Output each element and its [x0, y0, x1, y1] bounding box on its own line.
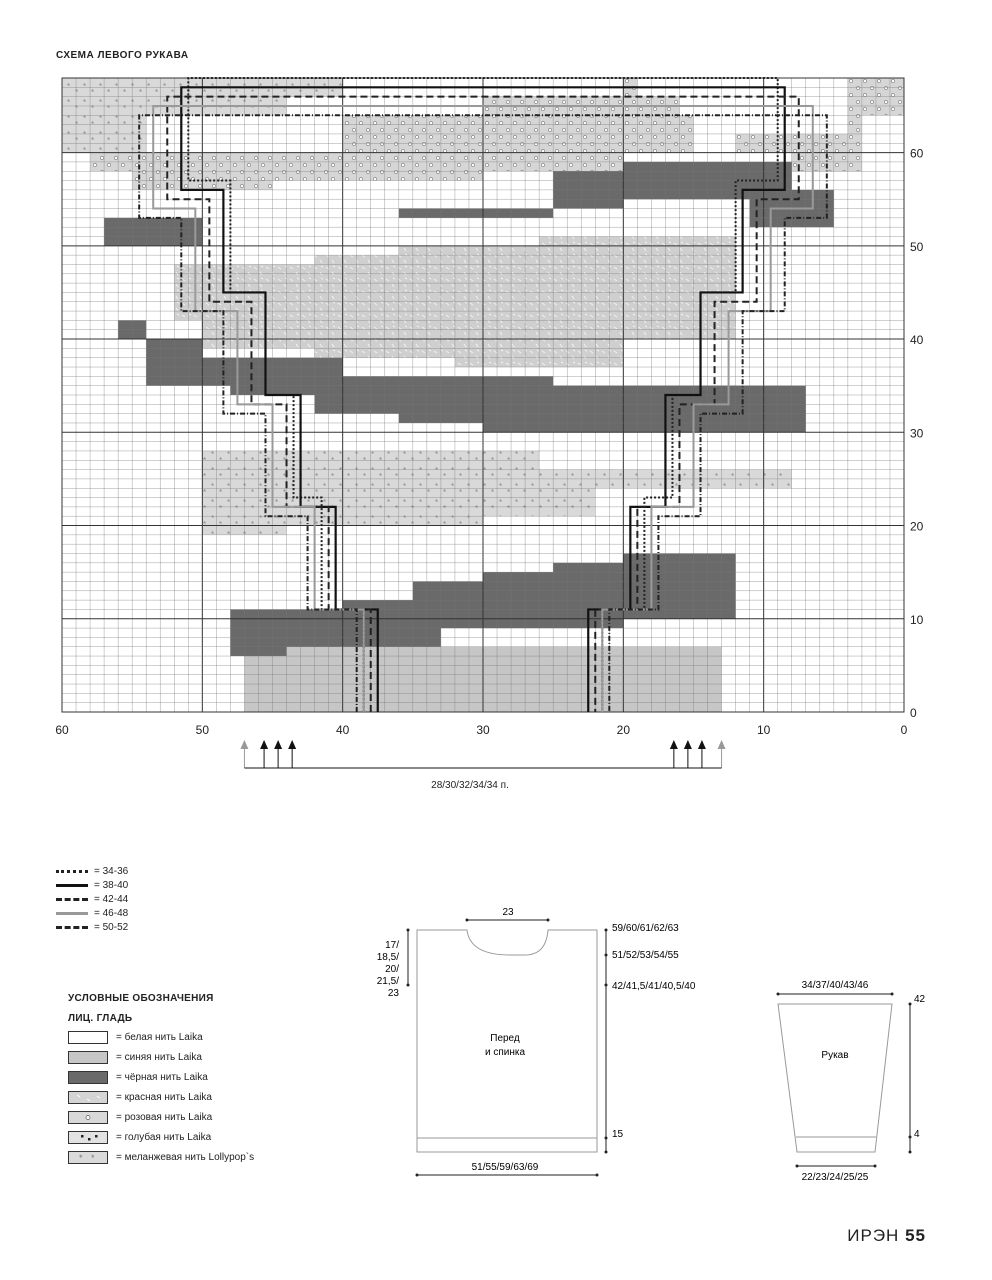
stitch-arrow: [288, 740, 296, 749]
x-tick-label: 60: [55, 723, 69, 737]
body-label-1: Перед: [490, 1033, 520, 1044]
sleeve-top-width: 34/37/40/43/46: [801, 980, 869, 991]
armhole: 51/52/53/54/55: [612, 950, 679, 961]
chart-title: СХЕМА ЛЕВОГО РУКАВА: [56, 50, 189, 61]
y-tick-label: 20: [910, 519, 924, 534]
symbol-swatch: [68, 1131, 108, 1144]
symbol-legend-item: [68, 1130, 211, 1144]
sleeve-schematic: [760, 970, 960, 1180]
y-tick-label: 60: [910, 146, 924, 161]
svg-text:*: *: [91, 1152, 95, 1163]
symbol-swatch: [68, 1151, 108, 1164]
page-number: 55: [905, 1226, 926, 1245]
size-legend-item: [56, 892, 128, 906]
size-legend-label: = 50-52: [94, 921, 129, 933]
symbol-legend-item: [68, 1150, 254, 1164]
y-tick-label: 30: [910, 426, 924, 441]
size-line-swatch: [56, 926, 88, 929]
symbol-swatch: [68, 1111, 108, 1124]
body-width: 51/55/59/63/69: [471, 1162, 539, 1173]
rib-height: 15: [612, 1129, 624, 1140]
size-legend-item: [56, 906, 128, 920]
size-legend-label: = 34-36: [94, 865, 129, 877]
symbol-label: = чёрная нить Laika: [116, 1071, 208, 1083]
sleeve-label: Рукав: [821, 1050, 849, 1061]
symbol-legend-item: [68, 1110, 212, 1124]
sleeve-bottom-width: 22/23/24/25/25: [801, 1172, 869, 1180]
sleeve-cuff: 4: [914, 1129, 920, 1140]
body-schematic: [350, 900, 730, 1190]
depth-4: 21,5/: [376, 976, 399, 987]
symbol-label: = розовая нить Laika: [116, 1111, 213, 1123]
symbols-heading: УСЛОВНЫЕ ОБОЗНАЧЕНИЯ: [68, 993, 214, 1004]
symbol-legend-item: [68, 1070, 208, 1084]
symbol-swatch: [68, 1031, 108, 1044]
size-line-swatch: [56, 898, 88, 901]
symbol-legend-item: [68, 1090, 212, 1104]
symbol-label: = красная нить Laika: [116, 1091, 212, 1103]
y-tick-label: 40: [910, 333, 924, 348]
symbol-label: = белая нить Laika: [116, 1031, 203, 1043]
depth-5: 23: [387, 988, 399, 999]
x-tick-label: 20: [616, 723, 631, 737]
size-legend-label: = 38-40: [94, 879, 129, 891]
stitch-arrow: [260, 740, 268, 749]
symbol-legend-item: [68, 1030, 203, 1044]
size-legend-label: = 46-48: [94, 907, 129, 919]
symbol-label: = синяя нить Laika: [116, 1051, 202, 1063]
size-legend-item: [56, 864, 128, 878]
size-line-swatch: [56, 884, 88, 887]
stitch-count-label: 28/30/32/34/34 п.: [431, 780, 509, 791]
height-total: 59/60/61/62/63: [612, 923, 679, 934]
stitch-heading: ЛИЦ. ГЛАДЬ: [68, 1013, 133, 1024]
depth-2: 18,5/: [376, 952, 399, 963]
y-tick-label: 50: [910, 239, 924, 254]
y-tick-label: 10: [910, 612, 924, 627]
stitch-arrow: [718, 740, 726, 749]
symbol-swatch: [68, 1071, 108, 1084]
symbol-swatch: [68, 1051, 108, 1064]
sleeve-length: 42: [914, 994, 926, 1005]
size-line-swatch: [56, 912, 88, 915]
y-tick-label: 0: [910, 706, 917, 720]
page-footer: [847, 1226, 926, 1246]
size-legend-label: = 42-44: [94, 893, 129, 905]
symbol-legend-item: [68, 1050, 202, 1064]
underarm: 42/41,5/41/40,5/40: [612, 981, 696, 992]
stitch-arrow: [684, 740, 692, 749]
x-tick-label: 30: [476, 723, 490, 737]
body-label-2: и спинка: [484, 1047, 526, 1058]
depth-1: 17/: [385, 940, 399, 951]
size-legend-item: [56, 878, 128, 892]
size-line-swatch: [56, 870, 88, 873]
stitch-arrow: [698, 740, 706, 749]
x-tick-label: 40: [335, 723, 350, 737]
x-tick-label: 10: [756, 723, 771, 737]
symbol-label: = голубая нить Laika: [116, 1131, 212, 1143]
stitch-arrow: [274, 740, 282, 749]
stitch-arrow: [670, 740, 678, 749]
symbol-swatch: [68, 1091, 108, 1104]
size-legend-item: [56, 920, 128, 934]
magazine-name: ИРЭН: [847, 1226, 900, 1245]
depth-3: 20/: [385, 964, 399, 975]
neck-width: 23: [502, 907, 514, 918]
x-tick-label: 0: [900, 723, 908, 737]
x-tick-label: 50: [195, 723, 210, 737]
stitch-arrow: [240, 740, 248, 749]
symbol-label: = меланжевая нить Lollypop`s: [116, 1151, 255, 1163]
svg-text:*: *: [79, 1152, 83, 1163]
